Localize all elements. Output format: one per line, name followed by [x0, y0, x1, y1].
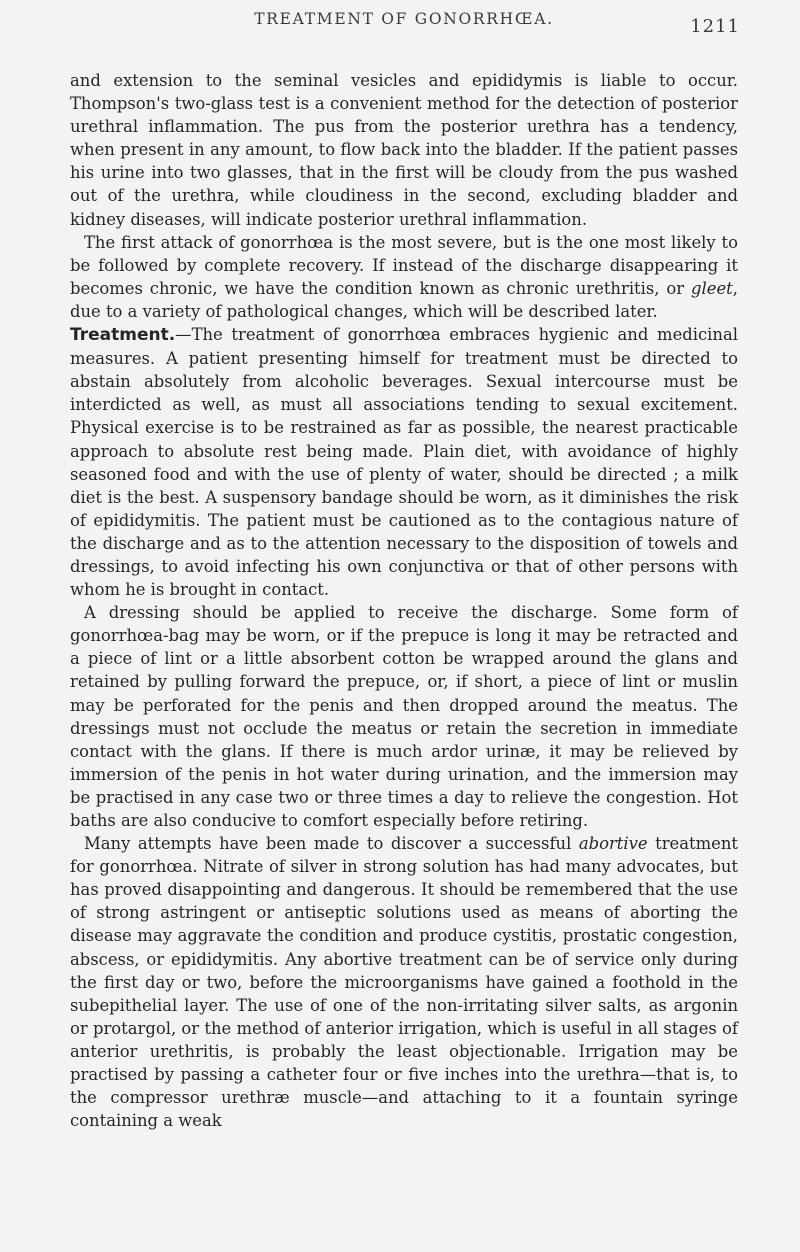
paragraph-2-text-a: The first attack of gonorrhœa is the most severe, but is the one most likely to be followed by complete recovery. If instead of the discharge disappearing it becomes chronic, we have the condition known as chronic urethritis, or [70, 232, 738, 298]
paragraph-2 [70, 231, 738, 323]
book-page [0, 10, 800, 1252]
gleet-term: gleet [691, 278, 733, 298]
paragraph-treatment-text: —The treatment of gonorrhœa embraces hygienic and medicinal measures. A patient presenting himself for treatment must be directed to abstain absolutely from alcoholic beverages. Sexual intercourse must be interdicted as well, as must all associations tending to sexual excitement. Physical exercise is to be restrained as far as possible, the nearest practicable approach to absolute rest being made. Plain diet, with avoidance of highly seasoned food and with the use of plenty of water, should be directed ; a milk diet is the best. A suspensory bandage should be worn, as it diminishes the risk of epididymitis. The patient must be cautioned as to the contagious nature of the discharge and as to the attention necessary to the disposition of towels and dressings, to avoid infecting his own conjunctiva or that of other persons with whom he is brought in contact. [70, 325, 738, 600]
paragraph-abortive-text-b: treatment for gonorrhœa. Nitrate of silver in strong solution has had many advocates, but has proved disappointing and dangerous. It should be remembered that the use of strong astringent or antiseptic solutions used as means of aborting the disease may aggravate the condition and produce cystitis, prostatic congestion, abscess, or epididymitis. Any abortive treatment can be of service only during the first day or two, before the microorganisms have gained a foothold in the subepithelial layer. The use of one of the non-irritating silver salts, as argonin or protargol, or the method of anterior irrigation, which is useful in all stages of anterior urethritis, is probably the least objectionable. Irrigation may be practised by passing a catheter four or five inches into the urethra—that is, to the compressor urethræ muscle—and attaching to it a fountain syringe containing a weak [70, 834, 738, 1131]
paragraph-1: and extension to the seminal vesicles and epididymis is liable to occur. Thompson's two-glass test is a convenient method for the detection of posterior urethral inflammation. The pus from the posterior urethra has a tendency, when present in any amount, to flow back into the bladder. If the patient passes his urine into two glasses, that in the first will be cloudy from the pus washed out of the urethra, while cloudiness in the second, excluding bladder and kidney diseases, will indicate posterior urethral inflammation. [70, 71, 738, 229]
paragraph-2-text-b: , due to a variety of pathological changes, which will be described later. [70, 278, 738, 321]
running-head [70, 10, 738, 38]
paragraph-treatment [70, 323, 738, 601]
paragraph-dressing: A dressing should be applied to receive the discharge. Some form of gonorrhœa-bag may be worn, or if the prepuce is long it may be retracted and a piece of lint or a little absorbent cotton be wrapped around the glans and retained by pulling forward the prepuce, or, if short, a piece of lint or muslin may be perforated for the penis and then dropped around the meatus. The dressings must not occlude the meatus or retain the secretion in immediate contact with the glans. If there is much ardor urinæ, it may be relieved by immersion of the penis in hot water during urination, and the immersion may be practised in any case two or three times a day to relieve the congestion. Hot baths are also conducive to comfort especially before retiring. [70, 603, 738, 830]
body-text [70, 69, 738, 1132]
section-heading-treatment: Treatment. [70, 325, 176, 346]
page-number: 1211 [690, 16, 740, 37]
running-title: TREATMENT OF GONORRHŒA. [254, 10, 554, 28]
paragraph-abortive-text-a: Many attempts have been made to discover a successful [84, 834, 579, 854]
paragraph-abortive [70, 832, 738, 1132]
abortive-term: abortive [578, 834, 648, 854]
